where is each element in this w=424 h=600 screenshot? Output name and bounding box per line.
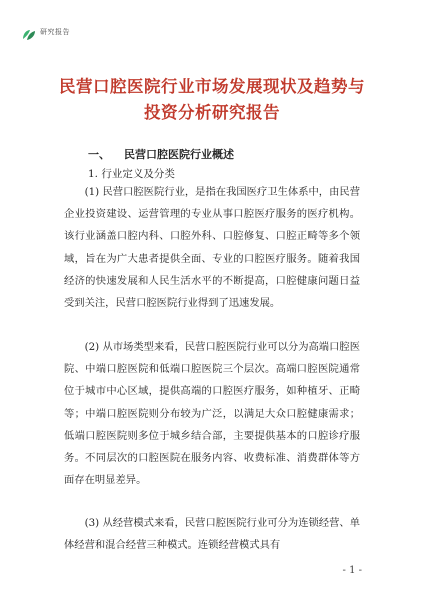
body-paragraph: (1) 民营口腔医院行业，是指在我国医疗卫生体系中，由民营企业投资建设、运营管理的专业从事口腔医疗服务的医疗机构。该行业涵盖口腔内科、口腔外科、口腔修复、口腔正畸等多个领域，旨在为广大患者提供全面、专业的口腔医疗服务。随着我国经济的快速发展和人民生活水平的不断提高，口腔健康问题日益受到关注，民营口腔医院行业得到了迅速发展。 xyxy=(64,186,360,310)
body-paragraph: (3) 从经营模式来看，民营口腔医院行业可分为连锁经营、单体经营和混合经营三种模式。连锁经营模式具有 xyxy=(64,517,360,552)
paragraph-block-1 xyxy=(64,181,360,314)
section-title: 民营口腔医院行业概述 xyxy=(124,148,234,161)
report-title xyxy=(0,74,424,126)
header-label: 研究报告 xyxy=(40,28,70,36)
section-heading xyxy=(88,146,234,162)
paragraph-block-2 xyxy=(64,336,360,491)
green-leaf-logo-icon xyxy=(22,26,36,38)
paragraph-block-3 xyxy=(64,512,360,556)
report-header xyxy=(22,26,70,38)
subsection-heading: 1. 行业定义及分类 xyxy=(88,168,175,180)
page-number: - 1 - xyxy=(342,565,362,576)
section-number: 一、 xyxy=(88,148,110,161)
title-line-1: 民营口腔医院行业市场发展现状及趋势与 xyxy=(59,77,365,96)
title-line-2: 投资分析研究报告 xyxy=(144,103,280,122)
body-paragraph: (2) 从市场类型来看，民营口腔医院行业可以分为高端口腔医院、中端口腔医院和低端口腔医院三个层次。高端口腔医院通常位于城市中心区域，提供高端的口腔医疗服务，如种植牙、正畸等；中端口腔医院则分布较为广泛，以满足大众口腔健康需求；低端口腔医院则多位于城乡结合部，主要提供基本的口腔诊疗服务。不同层次的口腔医院在服务内容、收费标准、消费群体等方面存在明显差异。 xyxy=(64,341,360,487)
